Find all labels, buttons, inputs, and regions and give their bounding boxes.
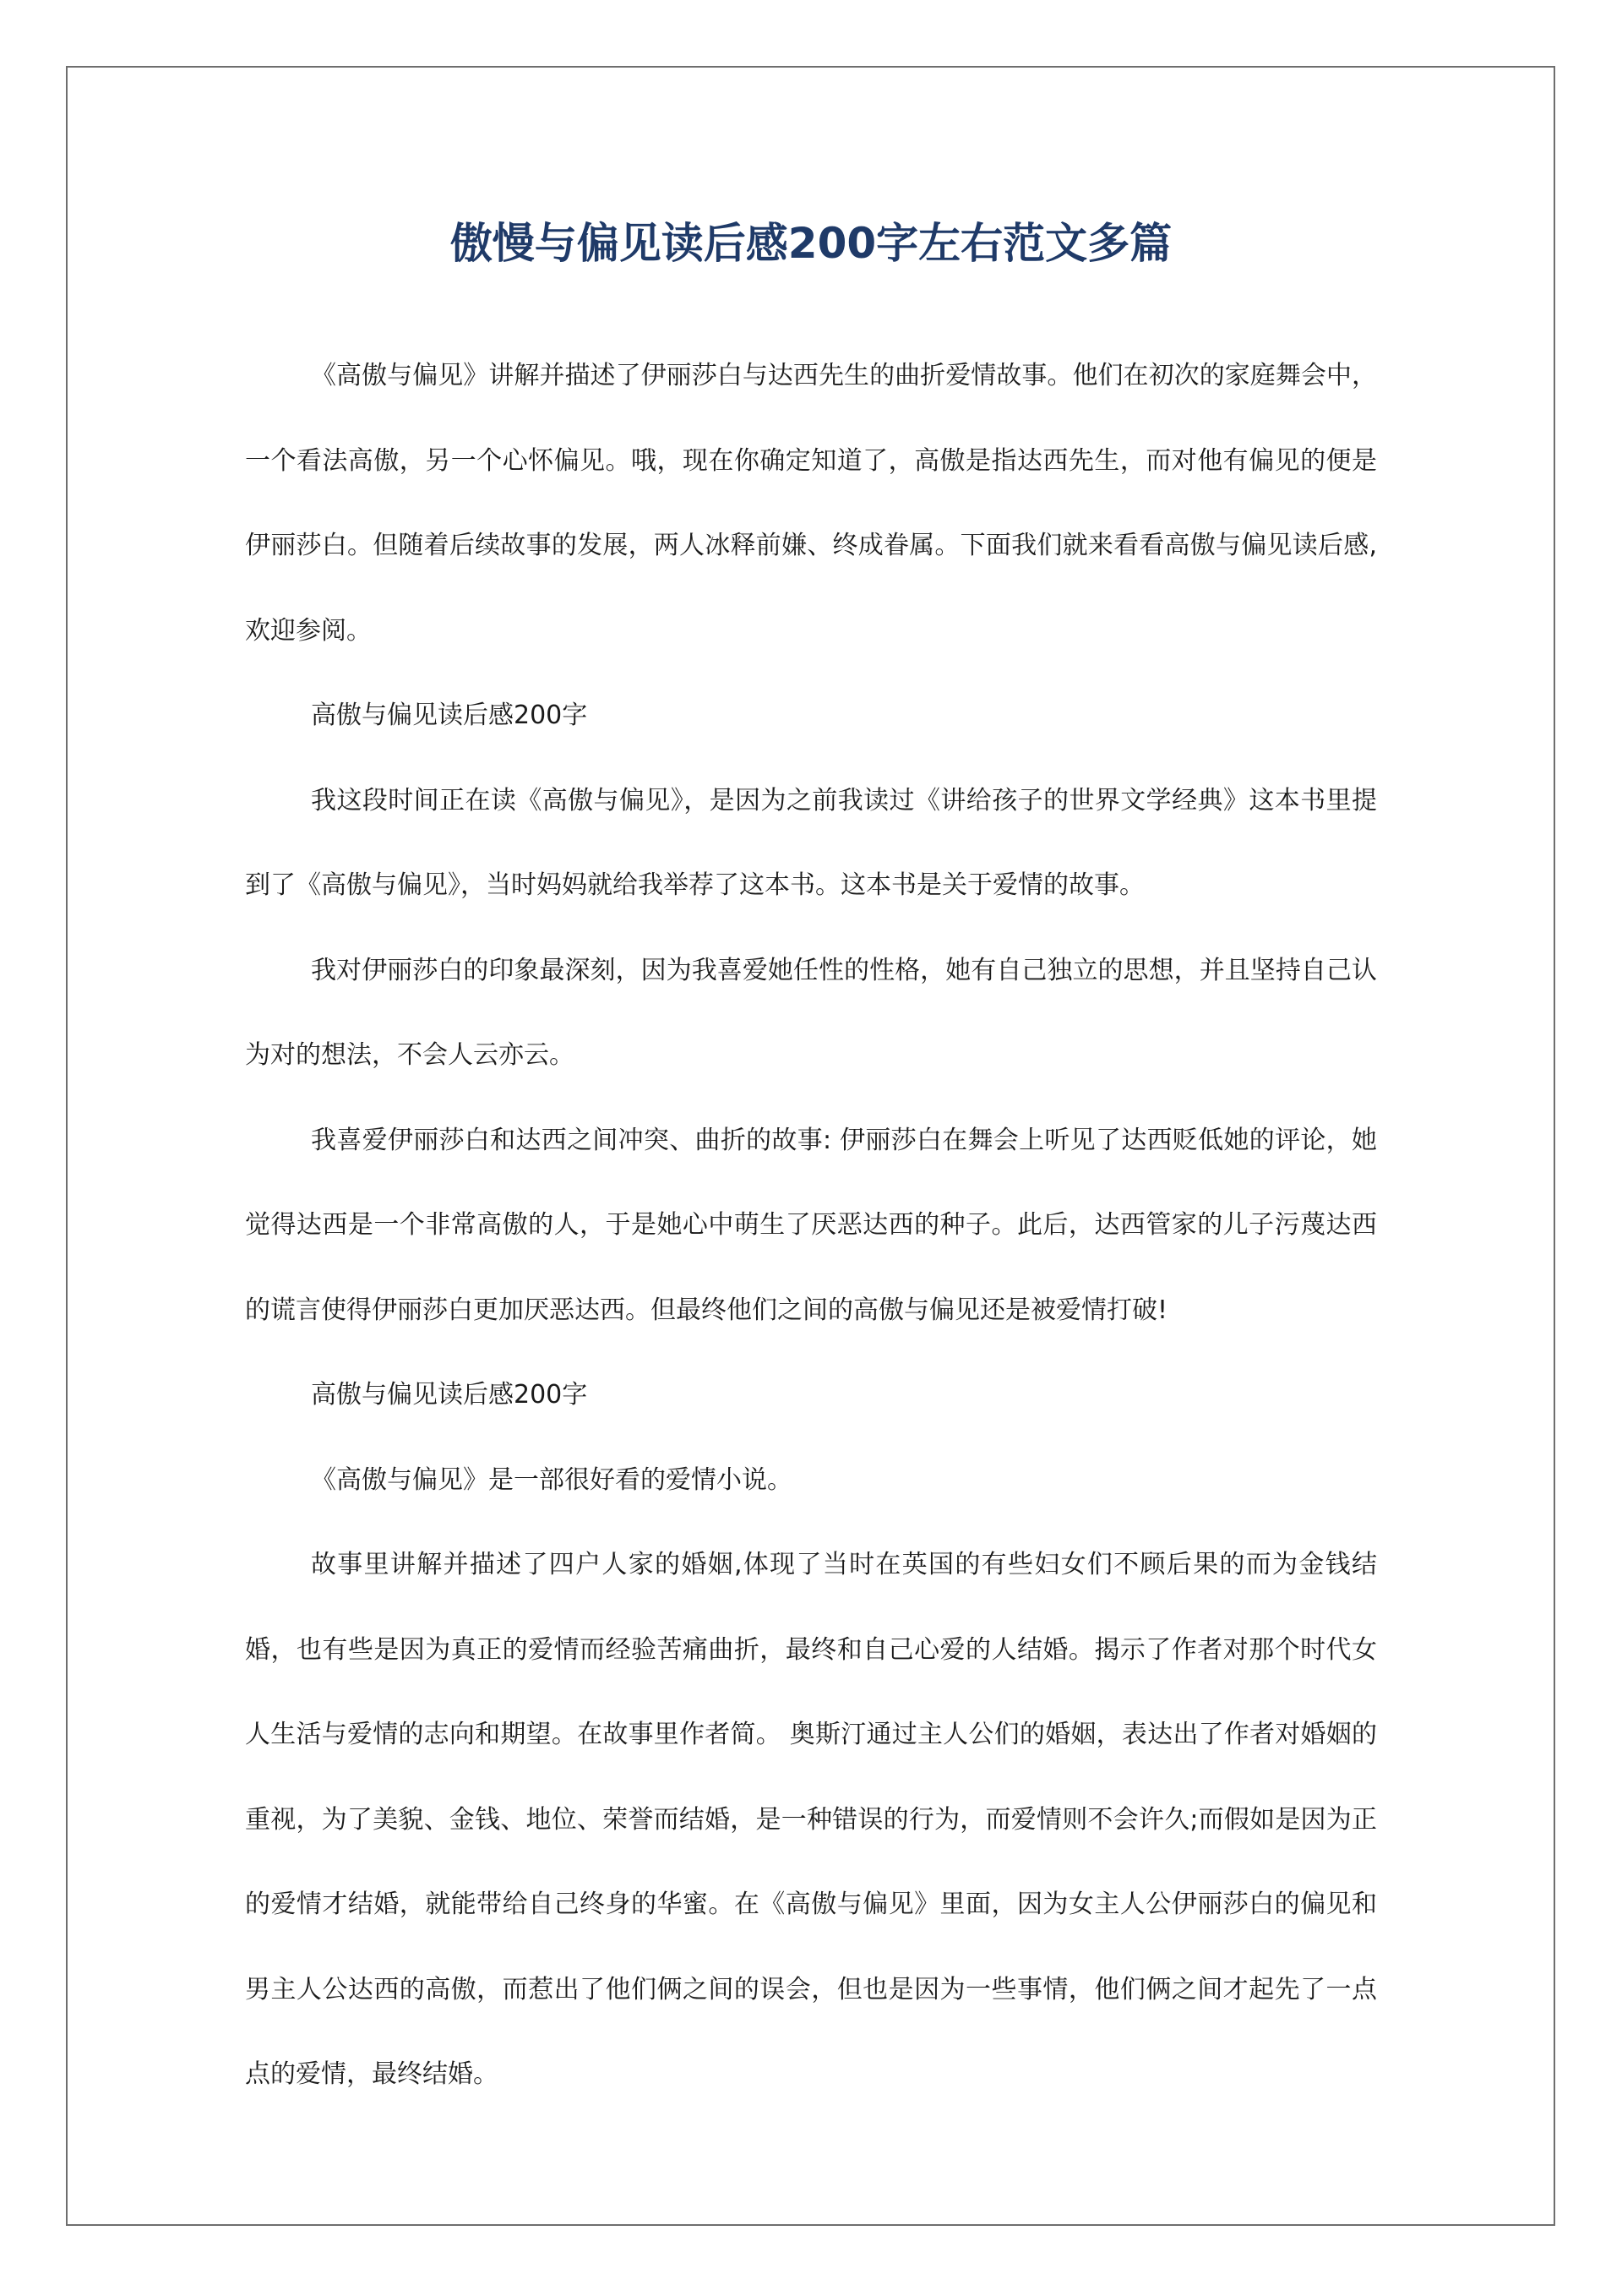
intro-paragraph: 《高傲与偏见》讲解并描述了伊丽莎白与达西先生的曲折爱情故事。他们在初次的家庭舞会中，一个看法高傲，另一个心怀偏见。哦，现在你确定知道了，高傲是指达西先生，而对他有偏见的便是伊丽莎白。但随着后续故事的发展，两人冰释前嫌、终成眷属。下面我们就来看看高傲与偏见读后感,欢迎参阅。 [245, 361, 1377, 646]
body-paragraph: 《高傲与偏见》是一部很好看的爱情小说。 [311, 1464, 792, 1495]
section-heading: 高傲与偏见读后感200字 [311, 701, 588, 730]
body-paragraph: 我对伊丽莎白的印象最深刻，因为我喜爱她任性的性格，她有自己独立的思想，并且坚持自己认为对的想法，不会人云亦云。 [245, 955, 1377, 1070]
body-paragraph: 故事里讲解并描述了四户人家的婚姻,体现了当时在英国的有些妇女们不顾后果的而为金钱结婚，也有些是因为真正的爱情而经验苦痛曲折，最终和自己心爱的人结婚。揭示了作者对那个时代女人生活与爱情的志向和期望。在故事里作者简。 奥斯汀通过主人公们的婚姻，表达出了作者对婚姻的重视，为了美貌、金钱、地位、荣誉而结婚，是一种错误的行为，而爱情则不会许久;而假如是因为正的爱情才结婚，就能带给自己终身的华蜜。在《高傲与偏见》里面，因为女主人公伊丽莎白的偏见和男主人公达西的高傲，而惹出了他们俩之间的误会，但也是因为一些事情，他们俩之间才起先了一点点的爱情，最终结婚。 [245, 1550, 1377, 2089]
section-heading: 高傲与偏见读后感200字 [311, 1380, 588, 1410]
body-paragraph: 我这段时间正在读《高傲与偏见》，是因为之前我读过《讲给孩子的世界文学经典》这本书里提到了《高傲与偏见》，当时妈妈就给我举荐了这本书。这本书是关于爱情的故事。 [245, 785, 1377, 900]
document-body [245, 334, 1377, 2118]
document-title: 傲慢与偏见读后感200字左右范文多篇 [449, 219, 1173, 268]
body-paragraph: 我喜爱伊丽莎白和达西之间冲突、曲折的故事: 伊丽莎白在舞会上听见了达西贬低她的评论，她觉得达西是一个非常高傲的人，于是她心中萌生了厌恶达西的种子。此后，达西管家的儿子污蔑达西的谎言使得伊丽莎白更加厌恶达西。但最终他们之间的高傲与偏见还是被爱情打破! [245, 1125, 1377, 1325]
